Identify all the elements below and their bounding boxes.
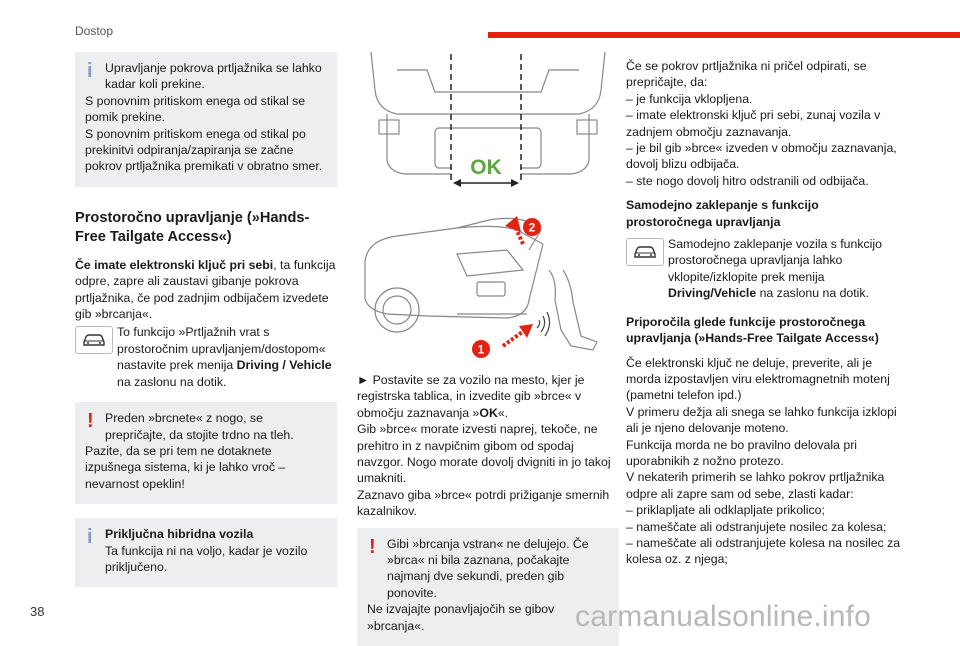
car-settings-icon bbox=[75, 326, 113, 354]
illustration-ok-zone bbox=[357, 50, 619, 198]
setting-text-end: na zaslonu na dotik. bbox=[117, 374, 227, 389]
setting-paragraph bbox=[75, 324, 337, 390]
section-heading: Prostoročno upravljanje (»Hands-Free Tailgate Access«) bbox=[75, 209, 310, 245]
car-settings-icon bbox=[626, 238, 664, 266]
recommendation-text: V primeru dežja ali snega se lahko funkcija izklopi ali je njeno delovanje moteno. bbox=[626, 404, 897, 436]
illustration-kick-gesture bbox=[357, 210, 619, 360]
ok-label: OK bbox=[470, 156, 502, 179]
watermark: carmanualsonline.info bbox=[575, 600, 872, 633]
section-header: Dostop bbox=[75, 24, 114, 38]
section-accent-bar bbox=[488, 32, 960, 38]
menu-name: Driving / Vehicle bbox=[236, 358, 332, 373]
note-title: Priključna hibridna vozila bbox=[105, 527, 254, 542]
gesture-text: Gib »brce« morate izvesti naprej, tekoče, ne prehitro in z navpičnim gibom od spodaj navzgor. Nogo morate dovolj dvigniti in jo takoj umakniti. bbox=[357, 422, 611, 486]
recommendation-text: Če elektronski ključ ne deluje, preverite, ali je morda izpostavljen viru elektromagnetnih motenj (pametni telefon ipd.) bbox=[626, 355, 890, 403]
recommendation-text: V nekaterih primerih se lahko pokrov prtljažnika odpre ali zapre sam od sebe, zlasti kadar: bbox=[626, 470, 885, 501]
warning-icon: ! bbox=[87, 410, 94, 433]
subheading-auto-lock: Samodejno zaklepanje s funkcijo prostoročnega upravljanja bbox=[626, 198, 819, 229]
marker-2: 2 bbox=[528, 220, 536, 235]
check-item: – imate elektronski ključ pri sebi, zunaj vozila v zadnjem območju zaznavanja. bbox=[626, 108, 881, 139]
right-column bbox=[626, 58, 908, 568]
intro-bold: Če imate elektronski ključ pri sebi bbox=[75, 257, 274, 272]
warning-icon: ! bbox=[369, 535, 376, 558]
info-note-hybrid bbox=[75, 518, 337, 587]
intro-rest: , ta funkcija odpre, zapre ali zaustavi gibanje pokrova prtljažnika, če pod zadnjim odbijačem izvedete gib »brcanja«. bbox=[75, 257, 336, 322]
warning-text: Pazite, da se pri tem ne dotaknete izpušnega sistema, ki je lahko vroč – nevarnost opeklin! bbox=[85, 443, 286, 491]
case-item: – nameščate ali odstranjujete nosilec za kolesa; bbox=[626, 519, 887, 534]
case-item: – nameščate ali odstranjujete kolesa na nosilec za kolesa oz. z njega; bbox=[626, 535, 901, 567]
subheading-recommendations: Priporočila glede funkcije prostoročnega upravljanja (»Hands-Free Tailgate Access«) bbox=[626, 314, 879, 346]
warning-text: Preden »brcnete« z nogo, se prepričajte, da stojite trdno na tleh. bbox=[105, 411, 294, 442]
warning-text: Ne izvajajte ponavljajočih se gibov »brcanja«. bbox=[367, 602, 555, 633]
left-column bbox=[75, 52, 337, 587]
page-number: 38 bbox=[30, 604, 45, 619]
note-text: S ponovnim pritiskom enega od stikal se pomik prekine. bbox=[85, 93, 306, 125]
confirm-text: Zaznavo giba »brce« potrdi prižiganje smernih kazalnikov. bbox=[357, 487, 610, 519]
info-icon: i bbox=[87, 526, 93, 549]
auto-lock-paragraph: Samodejno zaklepanje vozila s funkcijo prostoročnega upravljanja lahko vklopite/izklopite prek menija Driving/Vehicle na zaslonu na dotik. bbox=[626, 236, 908, 302]
marker-1: 1 bbox=[477, 342, 485, 357]
intro-paragraph bbox=[75, 257, 337, 323]
check-intro: Če se pokrov prtljažnika ni pričel odpirati, se prepričajte, da: bbox=[626, 59, 867, 90]
check-item: – je funkcija vklopljena. bbox=[626, 91, 753, 106]
step-paragraph: ► Postavite se za vozilo na mesto, kjer je registrska tablica, in izvedite gib »brce« v območju zaznavanja »OK«. bbox=[357, 373, 585, 420]
recommendation-text: Funkcija morda ne bo pravilno delovala pri uporabnikih z nožno protezo. bbox=[626, 437, 858, 468]
setting-text: To funkcijo »Prtljažnih vrat s prostoročnim upravljanjem/dostopom« nastavite prek menija bbox=[117, 325, 326, 373]
note-text: S ponovnim pritiskom enega od stikal po prekinitvi odpiranja/zapiranja se začne pokrov prtljažnika premikati v obratno smer. bbox=[85, 126, 323, 174]
warning-note-footing bbox=[75, 402, 337, 504]
info-note-interrupt bbox=[75, 52, 337, 187]
note-text: Ta funkcija ni na voljo, kadar je vozilo priključeno. bbox=[105, 543, 308, 574]
menu-name: Driving/Vehicle bbox=[668, 286, 757, 301]
case-item: – priklapljate ali odklapljate prikolico; bbox=[626, 503, 825, 518]
step-arrow-icon: ► bbox=[357, 373, 370, 387]
check-item: – je bil gib »brce« izveden v območju zaznavanja, dovolj blizu odbijača. bbox=[626, 141, 897, 172]
info-icon: i bbox=[87, 60, 93, 82]
check-item: – ste nogo dovolj hitro odstranili od odbijača. bbox=[626, 173, 869, 188]
note-text: Upravljanje pokrova prtljažnika se lahko kadar koli prekine. bbox=[105, 61, 322, 92]
warning-text: Gibi »brcanja vstran« ne delujejo. Če »brca« ni bila zaznana, počakajte najmanj dve sekundi, preden gib ponovite. bbox=[387, 536, 589, 600]
